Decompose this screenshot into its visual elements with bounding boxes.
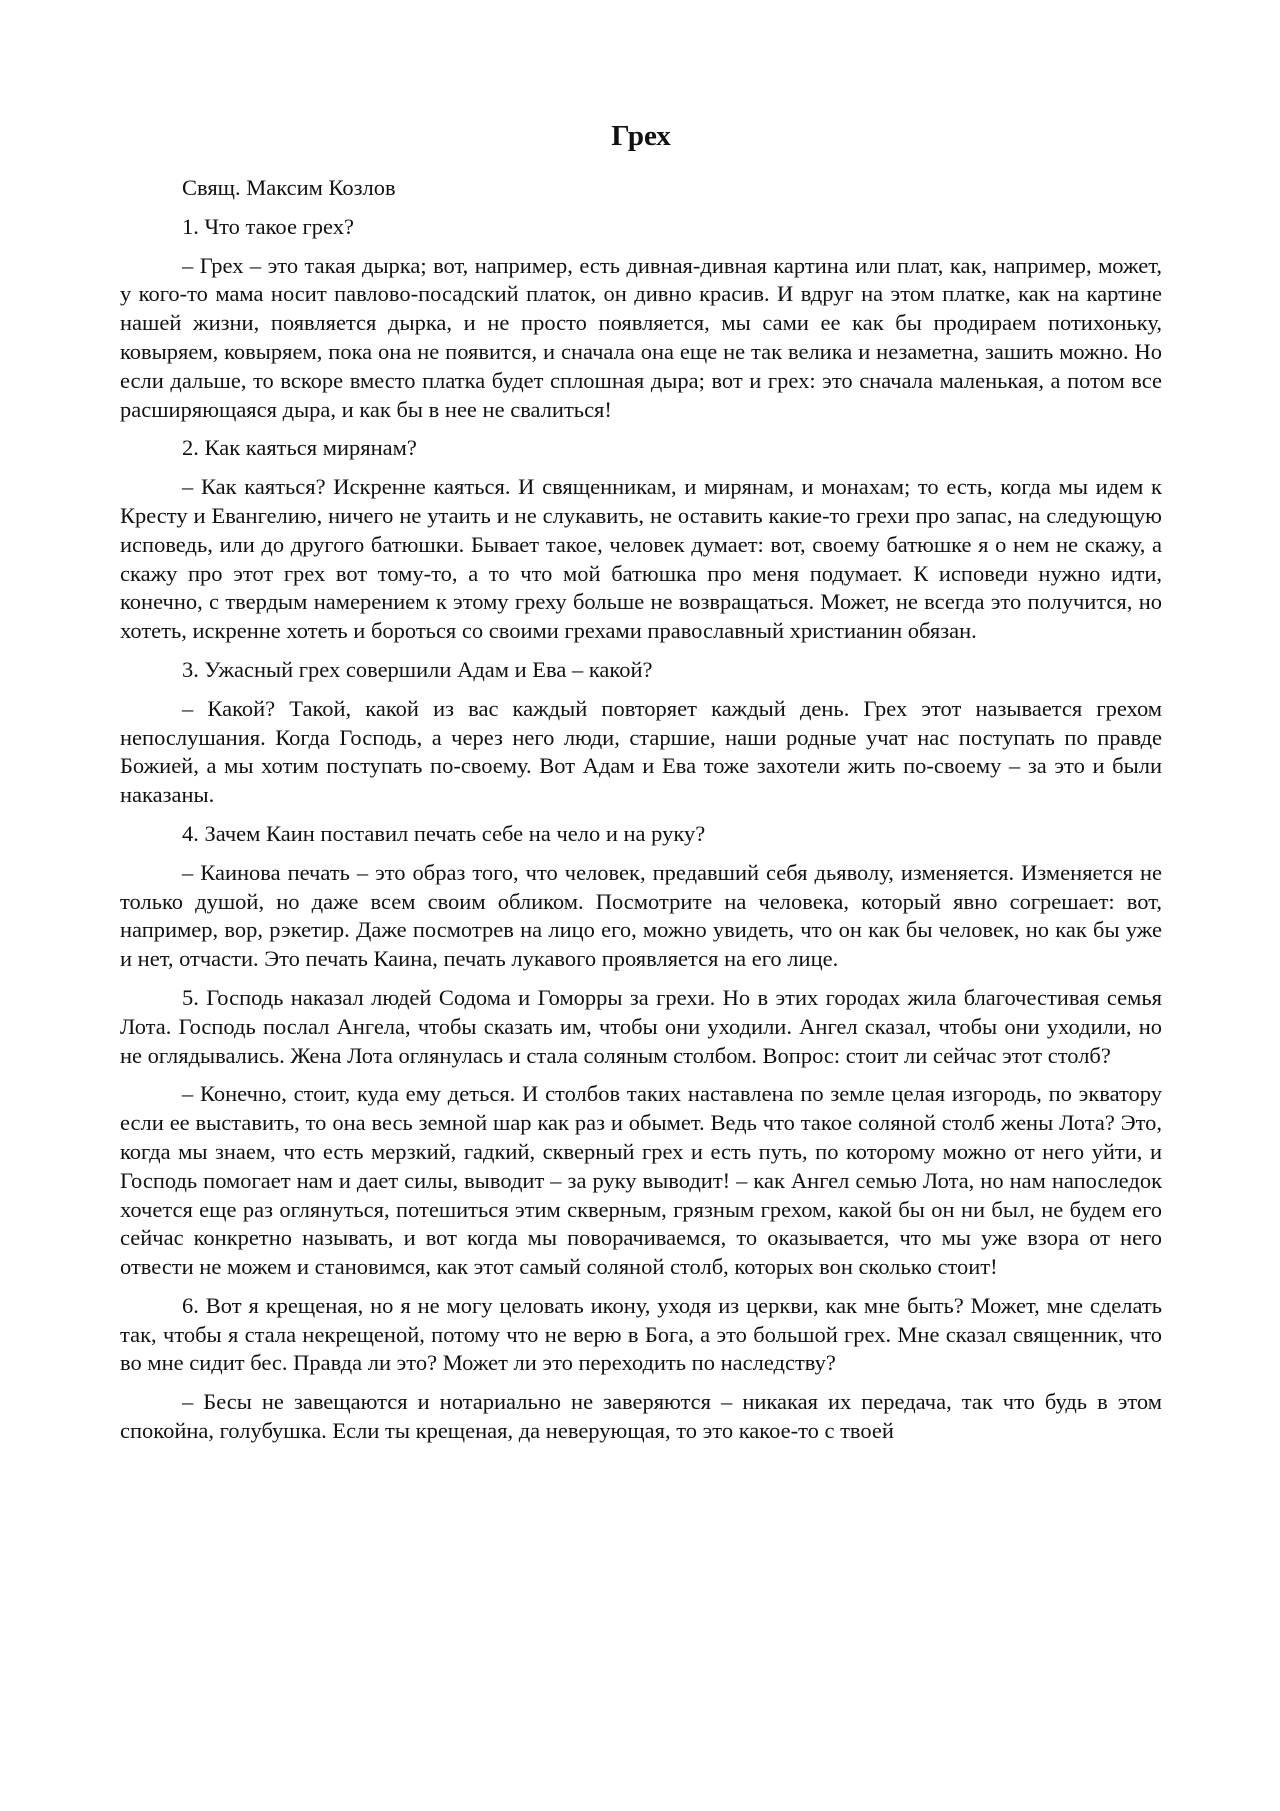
question-3: 3. Ужасный грех совершили Адам и Ева – какой?	[182, 656, 653, 682]
answer-1: – Грех – это такая дырка; вот, например, есть дивная-дивная картина или плат, как, например, может, у кого-то мама носит павлово-посадский платок, он дивно красив. И вдруг на этом платке, как на картине нашей жизни, появляется дырка, и не просто появляется, мы сами ее как бы продираем потихоньку, ковыряем, ковыряем, пока она не появится, и сначала она еще не так велика и незаметна, зашить можно. Но если дальше, то вскоре вместо платка будет сплошная дыра; вот и грех: это сначала маленькая, а потом все расширяющаяся дыра, и как бы в нее не свалиться!	[120, 252, 1162, 422]
question-1: 1. Что такое грех?	[182, 213, 354, 239]
question-5: 5. Господь наказал людей Содома и Гоморры за грехи. Но в этих городах жила благочестивая семья Лота. Господь послал Ангела, чтобы сказать им, чтобы они уходили. Ангел сказал, чтобы они уходили, но не оглядывались. Жена Лота оглянулась и стала соляным столбом. Вопрос: стоит ли сейчас этот столб?	[120, 984, 1162, 1068]
author-line: Свящ. Максим Козлов	[182, 175, 396, 200]
question-4: 4. Зачем Каин поставил печать себе на чело и на руку?	[182, 820, 706, 846]
question-6: 6. Вот я крещеная, но я не могу целовать икону, уходя из церкви, как мне быть? Может, мне сделать так, чтобы я стала некрещеной, потому что не верю в Бога, а это большой грех. Мне сказал священник, что во мне сидит бес. Правда ли это? Может ли это переходить по наследству?	[120, 1292, 1162, 1376]
document-title: Грех	[611, 120, 671, 152]
question-2: 2. Как каяться мирянам?	[182, 435, 417, 461]
answer-4: – Каинова печать – это образ того, что человек, предавший себя дьяволу, изменяется. Изменяется не только душой, но даже всем своим обликом. Посмотрите на человека, который явно согрешает: вот, например, вор, рэкетир. Даже посмотрев на лицо его, можно увидеть, что он как бы человек, но как бы уже и нет, отчасти. Это печать Каина, печать лукавого проявляется на его лице.	[120, 859, 1162, 972]
answer-2: – Как каяться? Искренне каяться. И священникам, и мирянам, и монахам; то есть, когда мы идем к Кресту и Евангелию, ничего не утаить и не слукавить, не оставить какие-то грехи про запас, на следующую исповедь, или до другого батюшки. Бывает такое, человек думает: вот, своему батюшке я о нем не скажу, а скажу про этот грех вот тому-то, а то что мой батюшка про меня подумает. К исповеди нужно идти, конечно, с твердым намерением к этому греху больше не возвращаться. Может, не всегда это получится, но хотеть, искренне хотеть и бороться со своими грехами православный христианин обязан.	[120, 474, 1162, 644]
document-body	[120, 118, 1162, 1456]
answer-5: – Конечно, стоит, куда ему деться. И столбов таких наставлена по земле целая изгородь, по экватору если ее выставить, то она весь земной шар как раз и обымет. Ведь что такое соляной столб жены Лота? Это, когда мы знаем, что есть мерзкий, гадкий, скверный грех и есть путь, по которому можно от него уйти, и Господь помогает нам и дает силы, выводит – за руку выводит! – как Ангел семью Лота, но нам напоследок хочется еще раз оглянуться, потешиться этим скверным, грязным грехом, какой бы он ни был, не будем его сейчас конкретно называть, и вот когда мы поворачиваемся, то оказывается, что мы уже взора от него отвести не можем и становимся, как этот самый соляной столб, которых вон сколько стоит!	[120, 1081, 1162, 1280]
answer-6: – Бесы не завещаются и нотариально не заверяются – никакая их передача, так что будь в этом спокойна, голубушка. Если ты крещеная, да неверующая, то это какое-то с твоей	[120, 1389, 1162, 1444]
answer-3: – Какой? Такой, какой из вас каждый повторяет каждый день. Грех этот называется грехом непослушания. Когда Господь, а через него люди, старшие, наши родные учат нас поступать по правде Божией, а мы хотим поступать по-своему. Вот Адам и Ева тоже захотели жить по-своему – за это и были наказаны.	[120, 695, 1162, 808]
